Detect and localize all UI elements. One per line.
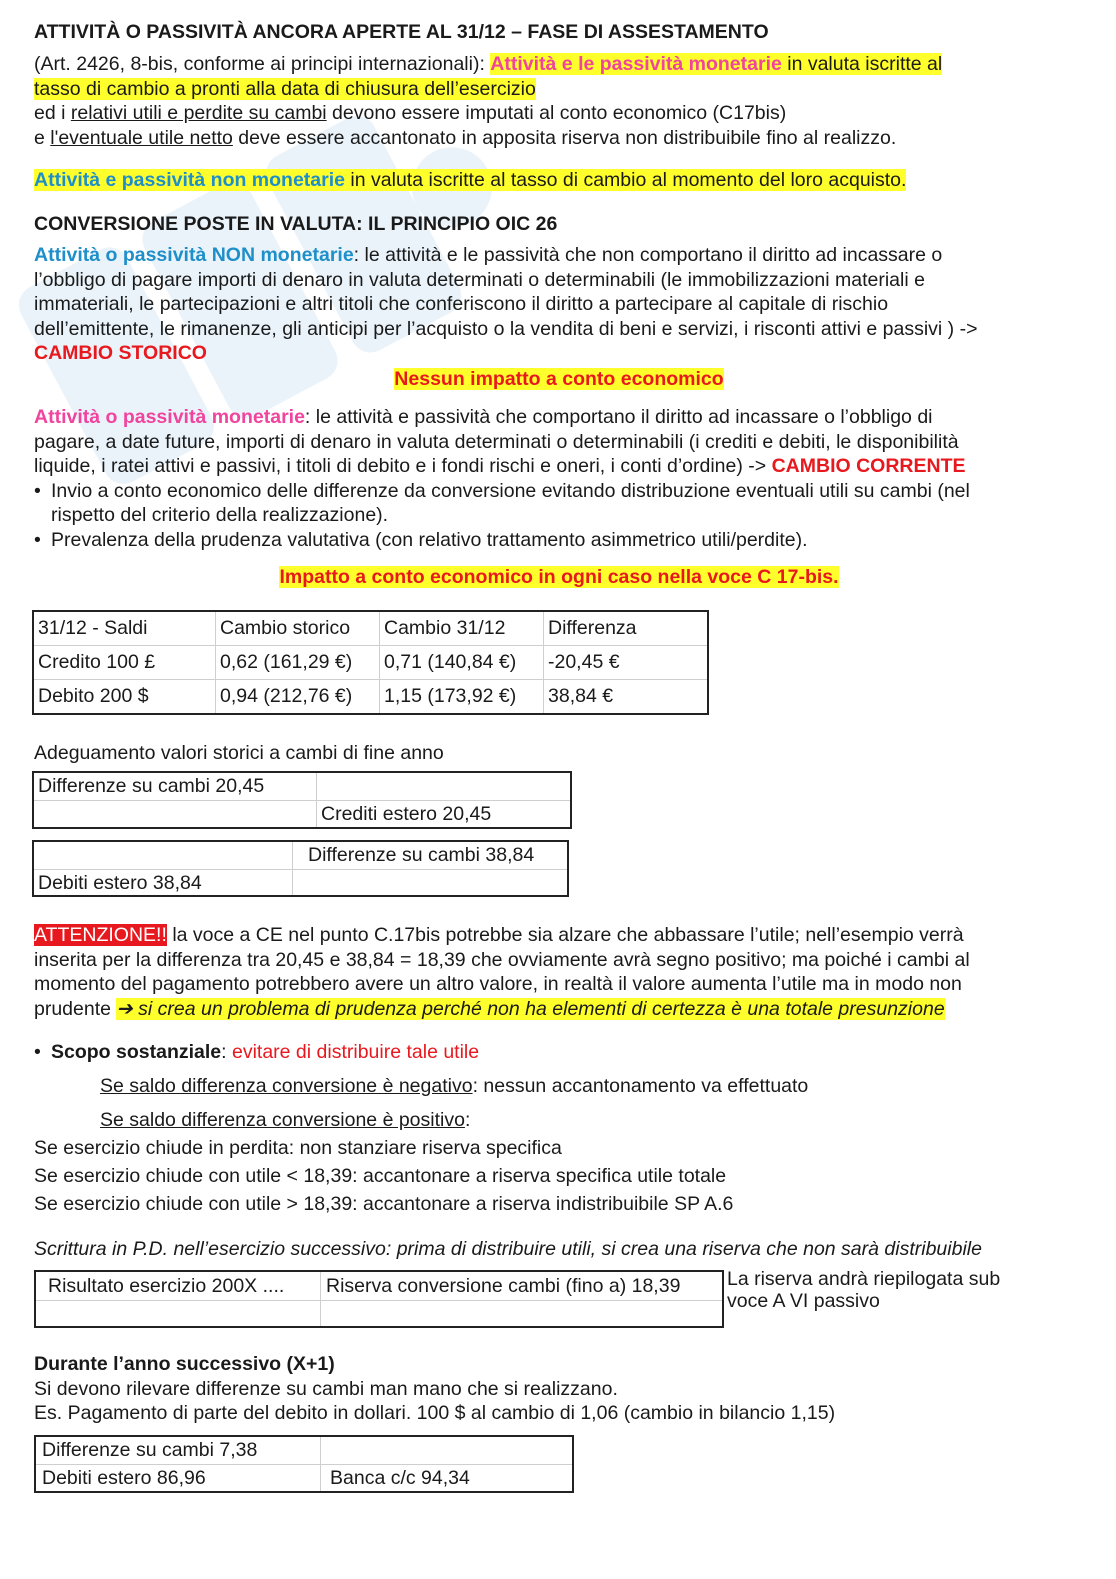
- impatto-ce: Impatto a conto economico in ogni caso nella voce C 17-bis.: [279, 566, 839, 588]
- ledger-debiti: Differenze su cambi 38,84 Debiti estero 38,84: [32, 840, 569, 897]
- adeguamento-label: Adeguamento valori storici a cambi di fine anno: [34, 742, 444, 764]
- text: (Art. 2426, 8-bis, conforme ai principi internazionali):: [34, 53, 491, 75]
- cambio-storico: CAMBIO STORICO: [34, 342, 207, 364]
- bullet-item: • Invio a conto economico delle differenze da conversione evitando distribuzione eventuali utili su cambi (nel rispetto del criterio della realizzazione).: [34, 479, 970, 526]
- table-row: Debito 200 $ 0,94 (212,76 €) 1,15 (173,92 €) 38,84 €: [34, 680, 708, 714]
- highlight-prudenza: ➔ si crea un problema di prudenza perché non ha elementi di certezza è una totale presunzione: [116, 997, 945, 1020]
- arrow-icon: ➔: [116, 997, 133, 1020]
- ledger-riserva: Risultato esercizio 200X .... Riserva conversione cambi (fino a) 18,39: [34, 1270, 724, 1328]
- scrittura-pd: Scrittura in P.D. nell’esercizio successivo: prima di distribuire utili, si crea una riserva che non sarà distribuibile: [34, 1238, 982, 1260]
- paragraph-non-monetarie-def: Attività o passività NON monetarie: le attività e le passività che non comportano il diritto ad incassare o l’obbligo di pagare importi di denaro in valuta determinati o determinabili (le immobilizzazioni materiali e immateriali, le partecipazioni e altri titoli che conferiscono il diritto a partecipare al capitale di rischio dell’emittente, le rimanenze, gli anticipi per l’acquisto o la vendita di beni e servizi, i risconti attivi e passivi ) -> CAMBIO STORICO: [34, 243, 1084, 366]
- paragraph-art-2426: (Art. 2426, 8-bis, conforme ai principi internazionali): Attività e le passività monetarie in valuta iscritte al tasso di cambio a pronti alla data di chiusura dell’esercizio ed i relativi utili e perdite su cambi devono essere imputati al conto economico (C17bis) e l'eventuale utile netto deve essere accantonato in apposita riserva non distribuibile fino al realizzo.: [34, 53, 943, 149]
- saldo-negativo: Se saldo differenza conversione è negativo: nessun accantonamento va effettuato: [100, 1075, 809, 1097]
- ledger-pagamento: Differenze su cambi 7,38 Debiti estero 86,96 Banca c/c 94,34: [34, 1435, 574, 1493]
- anno-successivo: Durante l’anno successivo (X+1) Si devono rilevare differenze su cambi man mano che si realizzano. Es. Pagamento di parte del debito in dollari. 100 $ al cambio di 1,06 (cambio in bilancio 1,15): [34, 1353, 836, 1424]
- riserva-note: La riserva andrà riepilogata sub voce A VI passivo: [727, 1268, 1001, 1312]
- paragraph-attenzione: ATTENZIONE!! la voce a CE nel punto C.17bis potrebbe sia alzare che abbassare l’utile; nell’esempio verrà inserita per la differenza tra 20,45 e 38,84 = 18,39 che ovviamente avrà segno positivo; ma poiché i cambi al momento del pagamento potrebbero avere un altro valore, in realtà il valore aumenta l’utile ma in modo non prudente ➔ si crea un problema di prudenza perché non ha elementi di certezza è una totale presunzione: [34, 924, 970, 1020]
- highlight-monetary: Attività e le passività monetarie in valuta iscritte al: [490, 53, 943, 75]
- casi-esercizio: Se esercizio chiude in perdita: non stanziare riserva specifica Se esercizio chiude con utile < 18,39: accantonare a riserva specifica utile totale Se esercizio chiude con utile > 18,39: accantonare a riserva indistribuibile SP A.6: [34, 1137, 734, 1215]
- highlight-rate: tasso di cambio a pronti alla data di chiusura dell’esercizio: [34, 77, 536, 100]
- heading-oic-26: CONVERSIONE POSTE IN VALUTA: IL PRINCIPIO OIC 26: [34, 213, 558, 235]
- paragraph-monetarie-def: Attività o passività monetarie: le attività e passività che comportano il diritto ad incassare o l’obbligo di pagare, a date future, importi di denaro in valuta determinati o determinabili (i crediti e debiti, le disponibilità liquide, i ratei attivi e passivi, i titoli di debito e i fondi rischi e oneri, i conti d’ordine) -> CAMBIO CORRENTE • Invio a conto economico delle differenze da conversione evitando distribuzione eventuali utili su cambi (nel rispetto del criterio della realizzazione). • Prevalenza della prudenza valutativa (con relativo trattamento asimmetrico utili/perdite).: [34, 405, 1084, 552]
- scopo-sostanziale: • Scopo sostanziale: evitare di distribuire tale utile: [34, 1041, 480, 1063]
- bullet-item: • Prevalenza della prudenza valutativa (con relativo trattamento asimmetrico utili/perdite).: [34, 528, 808, 551]
- ledger-crediti: Differenze su cambi 20,45 Crediti estero 20,45: [32, 771, 572, 829]
- table-row: Credito 100 £ 0,62 (161,29 €) 0,71 (140,84 €) -20,45 €: [34, 646, 708, 680]
- saldo-positivo: Se saldo differenza conversione è positivo:: [100, 1109, 471, 1131]
- paragraph-non-monetarie: Attività e passività non monetarie in valuta iscritte al tasso di cambio al momento del loro acquisto.: [34, 169, 907, 191]
- exchange-table: [33, 611, 708, 714]
- nessun-impatto: Nessun impatto a conto economico: [394, 368, 724, 390]
- heading-assestamento: ATTIVITÀ O PASSIVITÀ ANCORA APERTE AL 31/12 – FASE DI ASSESTAMENTO: [34, 21, 769, 43]
- table-row: 31/12 - Saldi Cambio storico Cambio 31/12 Differenza: [34, 612, 708, 646]
- attenzione-badge: ATTENZIONE!!: [34, 924, 167, 946]
